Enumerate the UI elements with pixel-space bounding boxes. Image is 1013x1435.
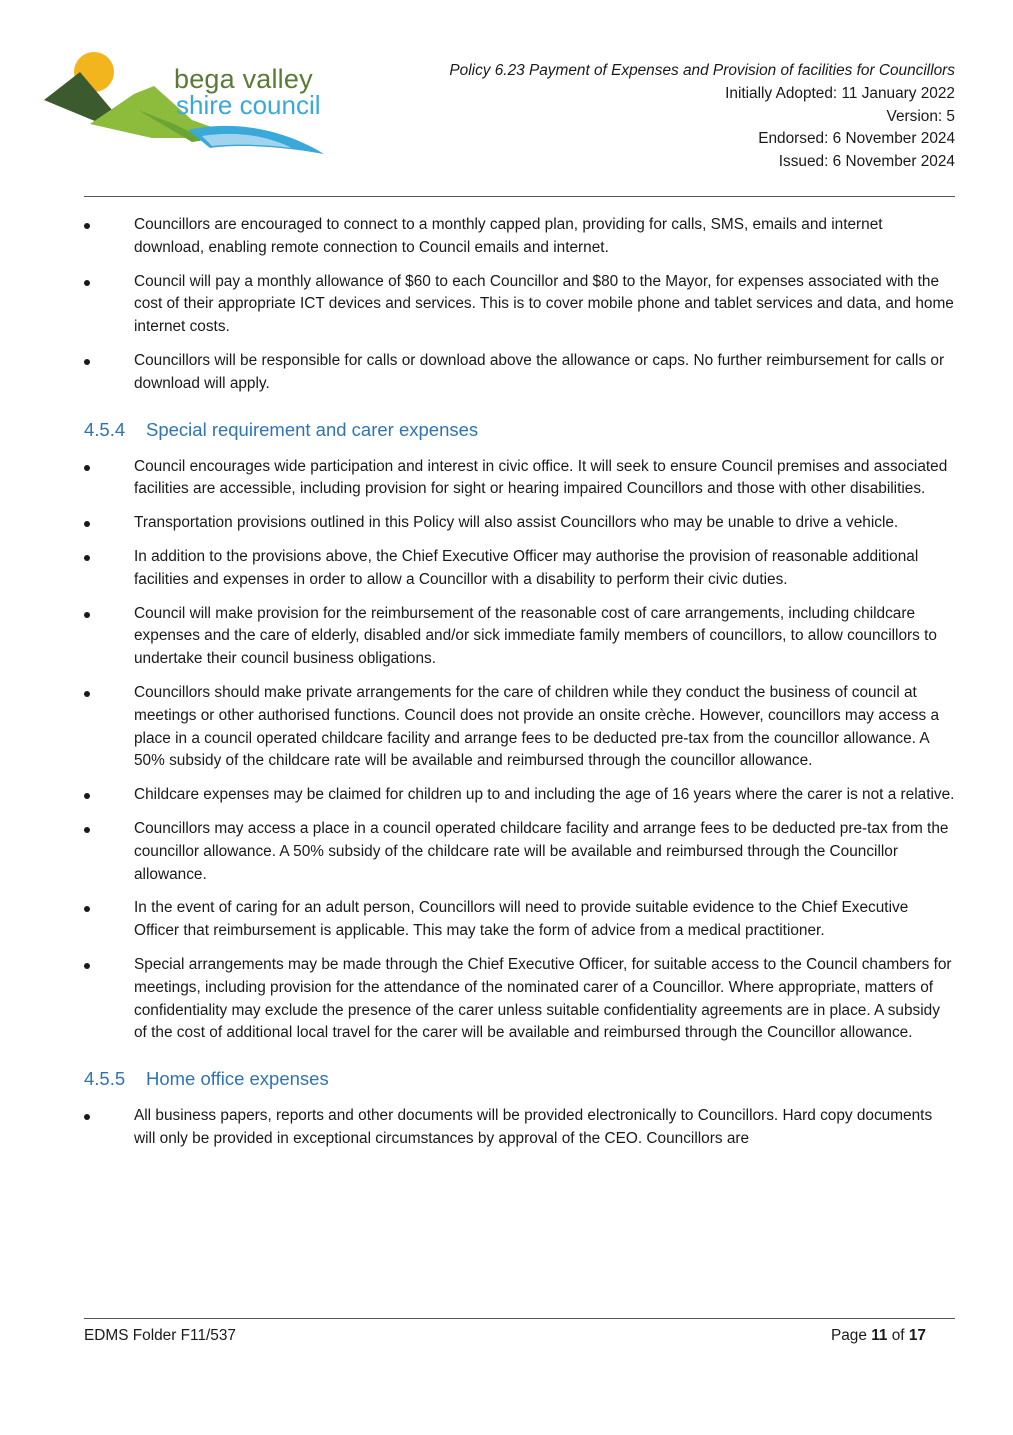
section-heading-4-5-4 xyxy=(84,418,956,442)
header-divider xyxy=(84,196,955,197)
council-logo xyxy=(42,48,372,160)
section-number: 4.5.4 xyxy=(84,418,126,440)
initially-adopted: Initially Adopted: 11 January 2022 xyxy=(725,84,955,102)
list-item-text: Council encourages wide participation and interest in civic office. It will seek to ensure Council premises and associated facilities are accessible, including provision for sight or hearing impaired Councillors and those with other disabilities. xyxy=(134,457,948,498)
list-item xyxy=(84,784,956,807)
bullet-icon xyxy=(84,793,90,799)
list-item xyxy=(84,512,956,535)
list-item xyxy=(84,271,956,339)
list-item xyxy=(84,456,956,502)
list-item xyxy=(84,1105,956,1151)
section-heading-4-5-5 xyxy=(84,1067,956,1091)
bullet-icon xyxy=(84,280,90,286)
list-item-text: Councillors should make private arrangements for the care of children while they conduct the business of council at meetings or other authorised functions. Council does not provide an onsite crèche. However, councillors may access a place in a council operated childcare facility and arrange fees to be deducted pre-tax from the councillor allowance. A 50% subsidy of the childcare rate will be available and reimbursed through the councillor allowance. xyxy=(134,683,940,770)
page-of: of xyxy=(891,1327,905,1344)
bullet-icon xyxy=(84,612,90,618)
policy-title: Policy 6.23 Payment of Expenses and Provision of facilities for Councillors xyxy=(449,62,955,79)
list-item xyxy=(84,897,956,943)
bullet-icon xyxy=(84,555,90,561)
policy-metadata xyxy=(449,60,955,174)
endorsed-date: Endorsed: 6 November 2024 xyxy=(758,130,955,148)
list-item xyxy=(84,954,956,1045)
bullet-icon xyxy=(84,223,90,229)
list-item-text: In the event of caring for an adult person, Councillors will need to provide suitable evidence to the Chief Executive Officer that reimbursement is applicable. This may take the form of advice from a medical practitioner. xyxy=(134,899,909,940)
list-item xyxy=(84,682,956,773)
carer-expenses-bullet-list xyxy=(84,456,956,1046)
section-title: Home office expenses xyxy=(146,1068,329,1090)
list-item-text: All business papers, reports and other documents will be provided electronically to Councillors. Hard copy documents will only be provided in exceptional circumstances by approval of the CEO. Councillors are xyxy=(134,1107,933,1147)
bullet-icon xyxy=(84,906,90,912)
list-item xyxy=(84,546,956,592)
list-item xyxy=(84,603,956,671)
page-body xyxy=(84,214,956,1162)
issued-date: Issued: 6 November 2024 xyxy=(778,153,955,171)
edms-folder: EDMS Folder F11/537 xyxy=(84,1327,236,1344)
home-office-bullet-list xyxy=(84,1105,956,1151)
list-item-text: In addition to the provisions above, the Chief Executive Officer may authorise the provision of reasonable additional facilities and expenses in order to allow a Councillor with a disability to perform their civic duties. xyxy=(134,547,919,588)
section-title: Special requirement and carer expenses xyxy=(146,418,479,440)
logo-wordmark xyxy=(174,66,321,118)
bullet-icon xyxy=(84,963,90,969)
page-current: 11 xyxy=(871,1327,888,1344)
section-number: 4.5.5 xyxy=(84,1068,126,1090)
bullet-icon xyxy=(84,359,90,365)
bullet-icon xyxy=(84,465,90,471)
list-item-text: Transportation provisions outlined in this Policy will also assist Councillors who may be unable to drive a vehicle. xyxy=(134,514,899,532)
list-item-text: Childcare expenses may be claimed for children up to and including the age of 16 years where the carer is not a relative. xyxy=(134,786,955,804)
list-item-text: Special arrangements may be made through the Chief Executive Officer, for suitable access to the Council chambers for meetings, including provision for the attendance of the nominated carer of a Councillor. Where appropriate, matters of confidentiality may exclude the presence of the carer unless suitable confidentiality agreements are in place. A subsidy of the cost of additional local travel for the carer will be available and reimbursed through the Councillor allowance. xyxy=(134,955,952,1042)
list-item xyxy=(84,818,956,886)
intro-bullet-list xyxy=(84,214,956,396)
list-item-text: Council will pay a monthly allowance of $60 to each Councillor and $80 to the Mayor, for expenses associated with the cost of their appropriate ICT devices and services. This is to cover mobile phone and tablet services and data, and home internet costs. xyxy=(134,272,954,336)
bullet-icon xyxy=(84,691,90,697)
list-item-text: Councillors are encouraged to connect to a monthly capped plan, providing for calls, SMS, emails and internet download, enabling remote connection to Council emails and internet. xyxy=(134,216,883,256)
page-number xyxy=(831,1327,926,1345)
page-header xyxy=(0,0,1013,200)
logo-text-line1: bega valley xyxy=(174,64,313,94)
page-total: 17 xyxy=(908,1327,926,1344)
list-item-text: Council will make provision for the reimbursement of the reasonable cost of care arrangements, including childcare expenses and the care of elderly, disabled and/or sick immediate family members of councillors, to allow councillors to undertake their council business obligations. xyxy=(134,604,937,668)
footer-divider xyxy=(84,1318,955,1319)
bullet-icon xyxy=(84,1114,90,1120)
list-item xyxy=(84,214,956,260)
list-item xyxy=(84,350,956,396)
page-word: Page xyxy=(830,1327,867,1344)
version: Version: 5 xyxy=(886,107,955,125)
bullet-icon xyxy=(84,521,90,527)
list-item-text: Councillors may access a place in a council operated childcare facility and arrange fees to be deducted pre-tax from the councillor allowance. A 50% subsidy of the childcare rate will be available and reimbursed through the Councillor allowance. xyxy=(134,819,949,883)
bullet-icon xyxy=(84,827,90,833)
logo-text-line2: shire council xyxy=(176,90,321,120)
list-item-text: Councillors will be responsible for calls or download above the allowance or caps. No further reimbursement for calls or download will apply. xyxy=(134,351,945,392)
